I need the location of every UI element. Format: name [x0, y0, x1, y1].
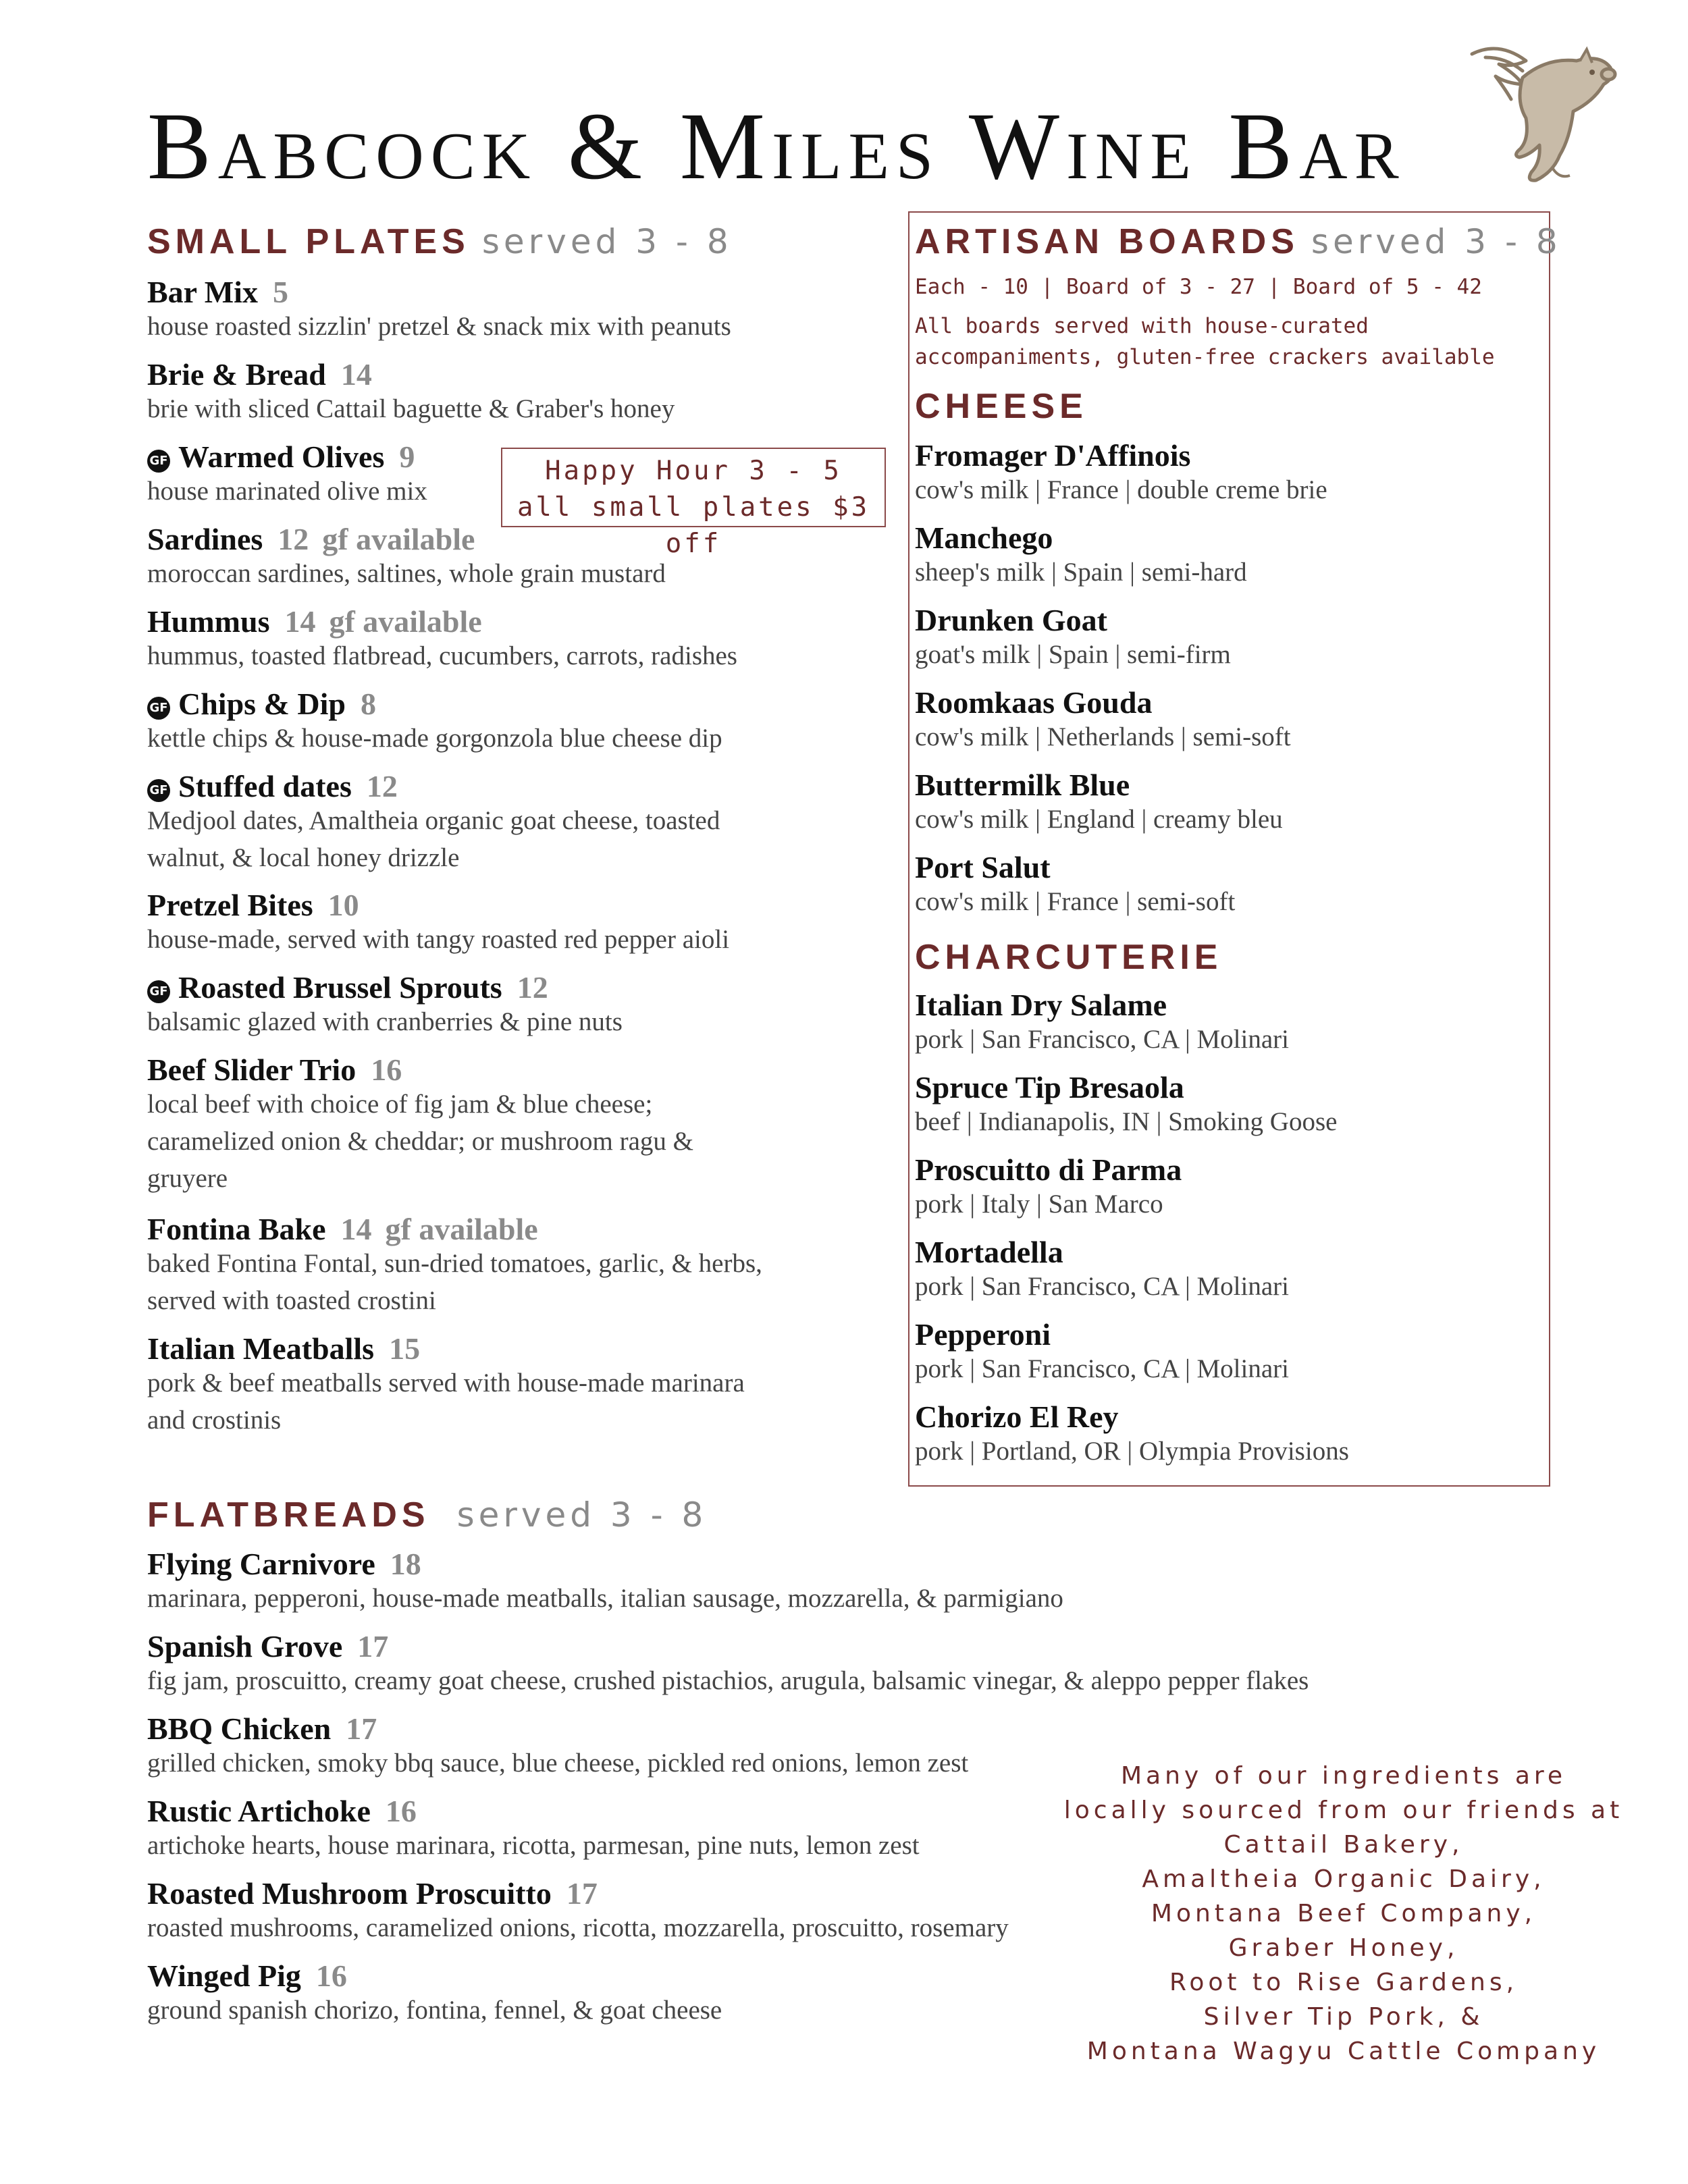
item-price: 14: [340, 1212, 372, 1246]
sourcing-line: Silver Tip Pork, &: [1203, 2003, 1484, 2031]
item-price: 17: [566, 1876, 598, 1911]
menu-item: [147, 277, 731, 345]
gluten-free-icon: GF: [147, 779, 170, 802]
menu-item: [147, 1214, 762, 1319]
item-description: grilled chicken, smoky bbq sauce, blue cheese, pickled red onions, lemon zest: [147, 1749, 969, 1778]
item-description: cow's milk | England | creamy bleu: [915, 805, 1283, 834]
item-description: pork | San Francisco, CA | Molinari: [915, 1354, 1289, 1383]
item-description: artichoke hearts, house marinara, ricotta, parmesan, pine nuts, lemon zest: [147, 1831, 920, 1860]
item-description: cow's milk | Netherlands | semi-soft: [915, 722, 1291, 751]
item-name: Roomkaas Gouda: [915, 685, 1153, 720]
item-name: Italian Dry Salame: [915, 988, 1167, 1022]
item-description: Medjool dates, Amaltheia organic goat cheese, toasted: [147, 806, 720, 835]
item-description: local beef with choice of fig jam & blue cheese;: [147, 1090, 653, 1119]
item-description: beef | Indianapolis, IN | Smoking Goose: [915, 1107, 1338, 1136]
item-name: Pepperoni: [915, 1317, 1051, 1352]
item-name: Spanish Grove: [147, 1629, 343, 1663]
artisan-boards-heading: [915, 224, 1562, 259]
item-price: 16: [315, 1959, 347, 1993]
menu-item: [915, 687, 1291, 755]
item-price: 18: [390, 1547, 421, 1581]
item-description: house-made, served with tangy roasted red pepper aioli: [147, 925, 730, 954]
item-name: Pretzel Bites: [147, 888, 313, 922]
board-note: accompaniments, gluten-free crackers available: [915, 345, 1495, 369]
item-name: Proscuitto di Parma: [915, 1152, 1182, 1187]
item-name: Manchego: [915, 521, 1053, 555]
menu-item: [147, 1796, 920, 1864]
menu-item: [147, 1878, 1009, 1946]
menu-item: [147, 442, 427, 510]
item-description: gruyere: [147, 1164, 228, 1193]
small-plates-title: SMALL PLATES: [147, 222, 470, 261]
item-name: Flying Carnivore: [147, 1547, 375, 1581]
item-price: 17: [357, 1629, 389, 1663]
item-price: 14: [284, 604, 316, 639]
item-price: 8: [360, 687, 376, 721]
menu-item: [915, 990, 1289, 1058]
happy-hour-box: [501, 448, 886, 559]
menu-item: [915, 1402, 1349, 1470]
item-description: pork | Portland, OR | Olympia Provisions: [915, 1437, 1349, 1466]
menu-item: [915, 523, 1247, 591]
sourcing-line: Montana Wagyu Cattle Company: [1086, 2037, 1601, 2065]
item-name: Port Salut: [915, 850, 1051, 884]
item-price: 12: [278, 522, 309, 556]
item-price: 10: [327, 888, 359, 922]
menu-item: [147, 1055, 693, 1197]
gluten-free-icon: GF: [147, 697, 170, 720]
menu-item: [147, 1961, 722, 2029]
item-name: Sardines: [147, 522, 263, 556]
menu-item: [915, 1154, 1182, 1223]
item-description: walnut, & local honey drizzle: [147, 843, 460, 872]
menu-item: [147, 606, 737, 674]
menu-item: [915, 440, 1327, 508]
sourcing-line: Root to Rise Gardens,: [1169, 1969, 1519, 1996]
sourcing-line: Montana Beef Company,: [1151, 1900, 1537, 1927]
item-description: cow's milk | France | double creme brie: [915, 475, 1327, 504]
item-price: 12: [366, 769, 398, 803]
item-price: 16: [385, 1794, 417, 1828]
happy-hour-title: Happy Hour 3 - 5: [545, 456, 842, 486]
item-description: moroccan sardines, saltines, whole grain mustard: [147, 559, 666, 588]
item-name: Drunken Goat: [915, 603, 1107, 637]
menu-item: [147, 689, 722, 757]
menu-item: [147, 771, 720, 876]
item-description: pork | San Francisco, CA | Molinari: [915, 1025, 1289, 1054]
item-name: BBQ Chicken: [147, 1711, 332, 1746]
sourcing-note: [1040, 1759, 1647, 2069]
small-plates-heading: [147, 224, 733, 259]
item-price: 16: [371, 1053, 402, 1087]
item-description: roasted mushrooms, caramelized onions, ricotta, mozzarella, proscuitto, rosemary: [147, 1913, 1009, 1942]
item-name: Chips & Dip: [178, 687, 346, 721]
item-name: Stuffed dates: [178, 769, 352, 803]
menu-item: [915, 770, 1283, 838]
flatbreads-heading: [147, 1497, 707, 1533]
item-name: Chorizo El Rey: [915, 1400, 1119, 1434]
menu-item: [147, 1549, 1063, 1617]
menu-item: [147, 1631, 1309, 1699]
winged-pig-icon: [1458, 37, 1620, 192]
item-description: pork | Italy | San Marco: [915, 1190, 1163, 1219]
item-price: 12: [517, 970, 548, 1005]
sourcing-line: Many of our ingredients are: [1120, 1762, 1567, 1790]
item-price: 17: [346, 1711, 377, 1746]
item-description: ground spanish chorizo, fontina, fennel, & goat cheese: [147, 1996, 722, 2025]
item-name: Rustic Artichoke: [147, 1794, 371, 1828]
menu-item: [147, 890, 729, 958]
item-name: Roasted Mushroom Proscuitto: [147, 1876, 552, 1911]
item-name: Spruce Tip Bresaola: [915, 1070, 1184, 1104]
gf-available-note: gf available: [322, 522, 475, 556]
item-name: Winged Pig: [147, 1959, 301, 1993]
happy-hour-deal: all small plates $3 off: [517, 492, 870, 559]
flatbreads-title: FLATBREADS: [147, 1495, 430, 1535]
item-description: cow's milk | France | semi-soft: [915, 887, 1236, 916]
item-description: hummus, toasted flatbread, cucumbers, carrots, radishes: [147, 641, 737, 670]
gf-available-note: gf available: [385, 1212, 538, 1246]
item-description: brie with sliced Cattail baguette & Graber's honey: [147, 394, 675, 423]
board-pricing: Each - 10 | Board of 3 - 27 | Board of 5 - 42: [915, 275, 1482, 299]
menu-item: [147, 1333, 745, 1439]
item-description: fig jam, proscuitto, creamy goat cheese, crushed pistachios, arugula, balsamic vinegar, & aleppo pepper flakes: [147, 1666, 1309, 1695]
item-description: served with toasted crostini: [147, 1286, 436, 1315]
item-price: 14: [340, 357, 372, 392]
item-description: pork | San Francisco, CA | Molinari: [915, 1272, 1289, 1301]
sourcing-line: Amaltheia Organic Dairy,: [1142, 1865, 1546, 1893]
item-price: 9: [399, 440, 415, 474]
cheese-heading: CHEESE: [915, 387, 1088, 426]
menu-item: [915, 1237, 1289, 1305]
menu-item: [147, 1713, 968, 1782]
item-name: Buttermilk Blue: [915, 768, 1130, 802]
item-name: Fontina Bake: [147, 1212, 326, 1246]
gluten-free-icon: GF: [147, 980, 170, 1003]
item-name: Fromager D'Affinois: [915, 438, 1191, 473]
item-price: 15: [389, 1331, 421, 1366]
item-name: Hummus: [147, 604, 270, 639]
item-name: Bar Mix: [147, 275, 258, 309]
item-name: Mortadella: [915, 1235, 1063, 1269]
menu-item: [915, 1319, 1289, 1387]
item-description: baked Fontina Fontal, sun-dried tomatoes, garlic, & herbs,: [147, 1249, 762, 1278]
menu-item: [147, 972, 623, 1040]
item-description: pork & beef meatballs served with house-made marinara: [147, 1368, 745, 1397]
charcuterie-heading: CHARCUTERIE: [915, 938, 1223, 977]
item-description: house roasted sizzlin' pretzel & snack mix with peanuts: [147, 312, 731, 341]
item-description: caramelized onion & cheddar; or mushroom ragu &: [147, 1127, 693, 1156]
sourcing-line: locally sourced from our friends at: [1063, 1796, 1624, 1824]
item-description: sheep's milk | Spain | semi-hard: [915, 558, 1247, 587]
item-description: marinara, pepperoni, house-made meatballs, italian sausage, mozzarella, & parmigiano: [147, 1584, 1063, 1613]
small-plates-served: served 3 - 8: [481, 222, 733, 261]
artisan-boards-title: ARTISAN BOARDS: [915, 222, 1299, 261]
menu-item: [915, 605, 1231, 673]
item-description: house marinated olive mix: [147, 477, 427, 506]
artisan-boards-served: served 3 - 8: [1311, 222, 1562, 261]
board-note: All boards served with house-curated: [915, 314, 1369, 338]
item-description: goat's milk | Spain | semi-firm: [915, 640, 1231, 669]
item-price: 5: [272, 275, 288, 309]
menu-item: [915, 1072, 1337, 1140]
item-description: kettle chips & house-made gorgonzola blue cheese dip: [147, 724, 722, 753]
item-name: Warmed Olives: [178, 440, 385, 474]
flatbreads-served: served 3 - 8: [456, 1495, 708, 1535]
menu-item: [915, 852, 1235, 920]
item-name: Brie & Bread: [147, 357, 326, 392]
item-description: balsamic glazed with cranberries & pine nuts: [147, 1007, 623, 1036]
sourcing-line: Graber Honey,: [1228, 1934, 1459, 1962]
gluten-free-icon: GF: [147, 450, 170, 473]
sourcing-line: Cattail Bakery,: [1223, 1831, 1464, 1859]
item-name: Beef Slider Trio: [147, 1053, 357, 1087]
menu-item: [147, 359, 675, 427]
item-name: Italian Meatballs: [147, 1331, 375, 1366]
page-title: Babcock & Miles Wine Bar: [147, 92, 1406, 199]
item-name: Roasted Brussel Sprouts: [178, 970, 502, 1005]
item-description: and crostinis: [147, 1406, 282, 1435]
gf-available-note: gf available: [329, 604, 482, 639]
